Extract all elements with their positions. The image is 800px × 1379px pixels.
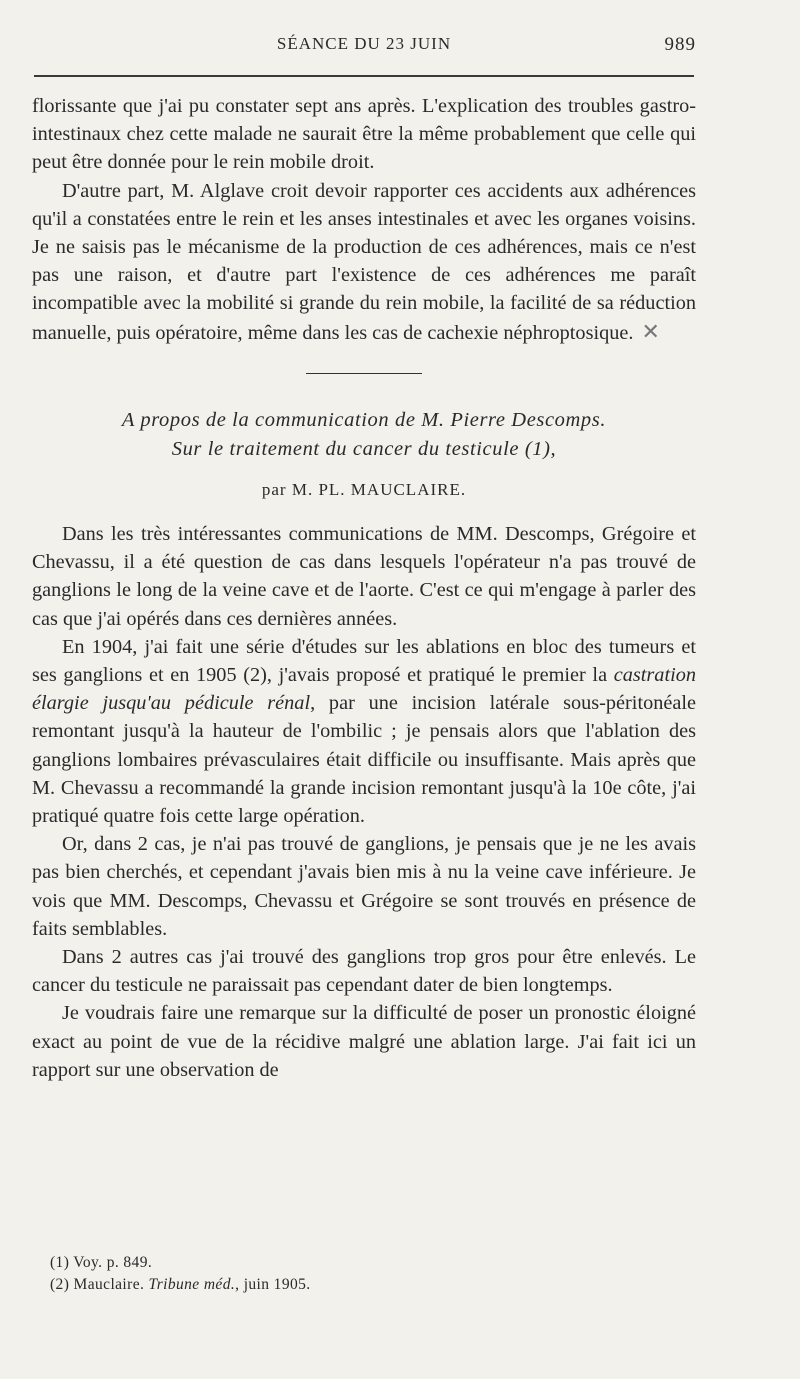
continuation-paragraph-2-text: D'autre part, M. Alglave croit devoir rapporter ces accidents aux adhérences qu'il a constatées entre le rein et les anses intestinales et avec les organes voisins. Je ne saisis pas le mécanisme de la production de ces adhérences, mais ce n'est pas une raison, et d'autre part l'existence de ces adhérences me paraît incompatible avec la mobilité si grande du rein mobile, la facilité de sa réduction manuelle, puis opératoire, même dans les cas de cachexie néphroptosique. (32, 179, 696, 344)
continuation-paragraph-1: florissante que j'ai pu constater sept ans après. L'explication des troubles gastro-intestinaux chez cette malade ne saurait être la même probablement que celle qui peut être donnée pour le rein mobile droit. (32, 95, 696, 174)
article-paragraph-2 (32, 633, 696, 830)
article-title (32, 406, 696, 464)
page-header (32, 34, 696, 62)
article-paragraph-2-emphasis: castration élargie jusqu'au pédicule rénal (32, 664, 696, 715)
article-byline: par M. PL. MAUCLAIRE. (261, 479, 467, 499)
footnote-1: (1) Voy. p. 849. (50, 1254, 153, 1271)
running-head: SÉANCE DU 23 JUIN (276, 34, 452, 53)
continuation-paragraph-2 (32, 177, 696, 347)
article-paragraph-1: Dans les très intéressantes communications de MM. Descomps, Grégoire et Chevassu, il a été question de cas dans lesquels l'opérateur n'a pas trouvé de ganglions le long de la veine cave et de l'aorte. C'est ce qui m'engage à parler des cas que j'ai opérés dans ces dernières années. (32, 523, 696, 630)
body-text (32, 92, 696, 1084)
footnote-2-end: , juin 1905. (235, 1276, 311, 1293)
footnote-2 (50, 1274, 690, 1296)
article-paragraph-5: Je voudrais faire une remarque sur la difficulté de poser un pronostic éloigné exact au point de vue de la récidive malgré une ablation large. J'ai fait ici un rapport sur une observation de (32, 1002, 696, 1081)
article-paragraph-2-start: En 1904, j'ai fait une série d'études sur les ablations en bloc des tumeurs et ses ganglions et en 1905 (2), j'avais proposé et pratiqué le premier la (32, 635, 696, 687)
header-rule (34, 75, 694, 77)
footnote-2-journal: Tribune méd. (148, 1276, 236, 1293)
article-paragraph-3: Or, dans 2 cas, je n'ai pas trouvé de ganglions, je pensais que je ne les avais pas bien cherchés, et cependant j'avais bien mis à nu la veine cave inférieure. Je vois que MM. Descomps, Chevassu et Grégoire se sont trouvés en présence de faits semblables. (32, 833, 696, 940)
article-title-line-1: A propos de la communication de M. Pierre Descomps. (121, 408, 607, 431)
footnote-2-start: (2) Mauclaire. (50, 1276, 149, 1293)
section-separator (306, 373, 422, 374)
margin-cross-mark: ✕ (641, 318, 660, 344)
article-paragraph-2-end: , par une incision latérale sous-péritonéale remontant jusqu'à la hauteur de l'ombilic ; je pensais alors que l'ablation des ganglions lombaires prévasculaires était difficile ou insuffisante. Mais après que M. Chevassu a recommandé la grande incision remontant jusqu'à la 10e côte, j'ai pratiqué quatre fois cette large opération. (32, 692, 696, 828)
page-number: 989 (664, 34, 696, 55)
article-paragraph-4: Dans 2 autres cas j'ai trouvé des ganglions trop gros pour être enlevés. Le cancer du testicule ne paraissait pas cependant dater de bien longtemps. (32, 946, 696, 997)
article-title-line-2: Sur le traitement du cancer du testicule (1), (171, 437, 557, 460)
footnotes (50, 1252, 690, 1296)
